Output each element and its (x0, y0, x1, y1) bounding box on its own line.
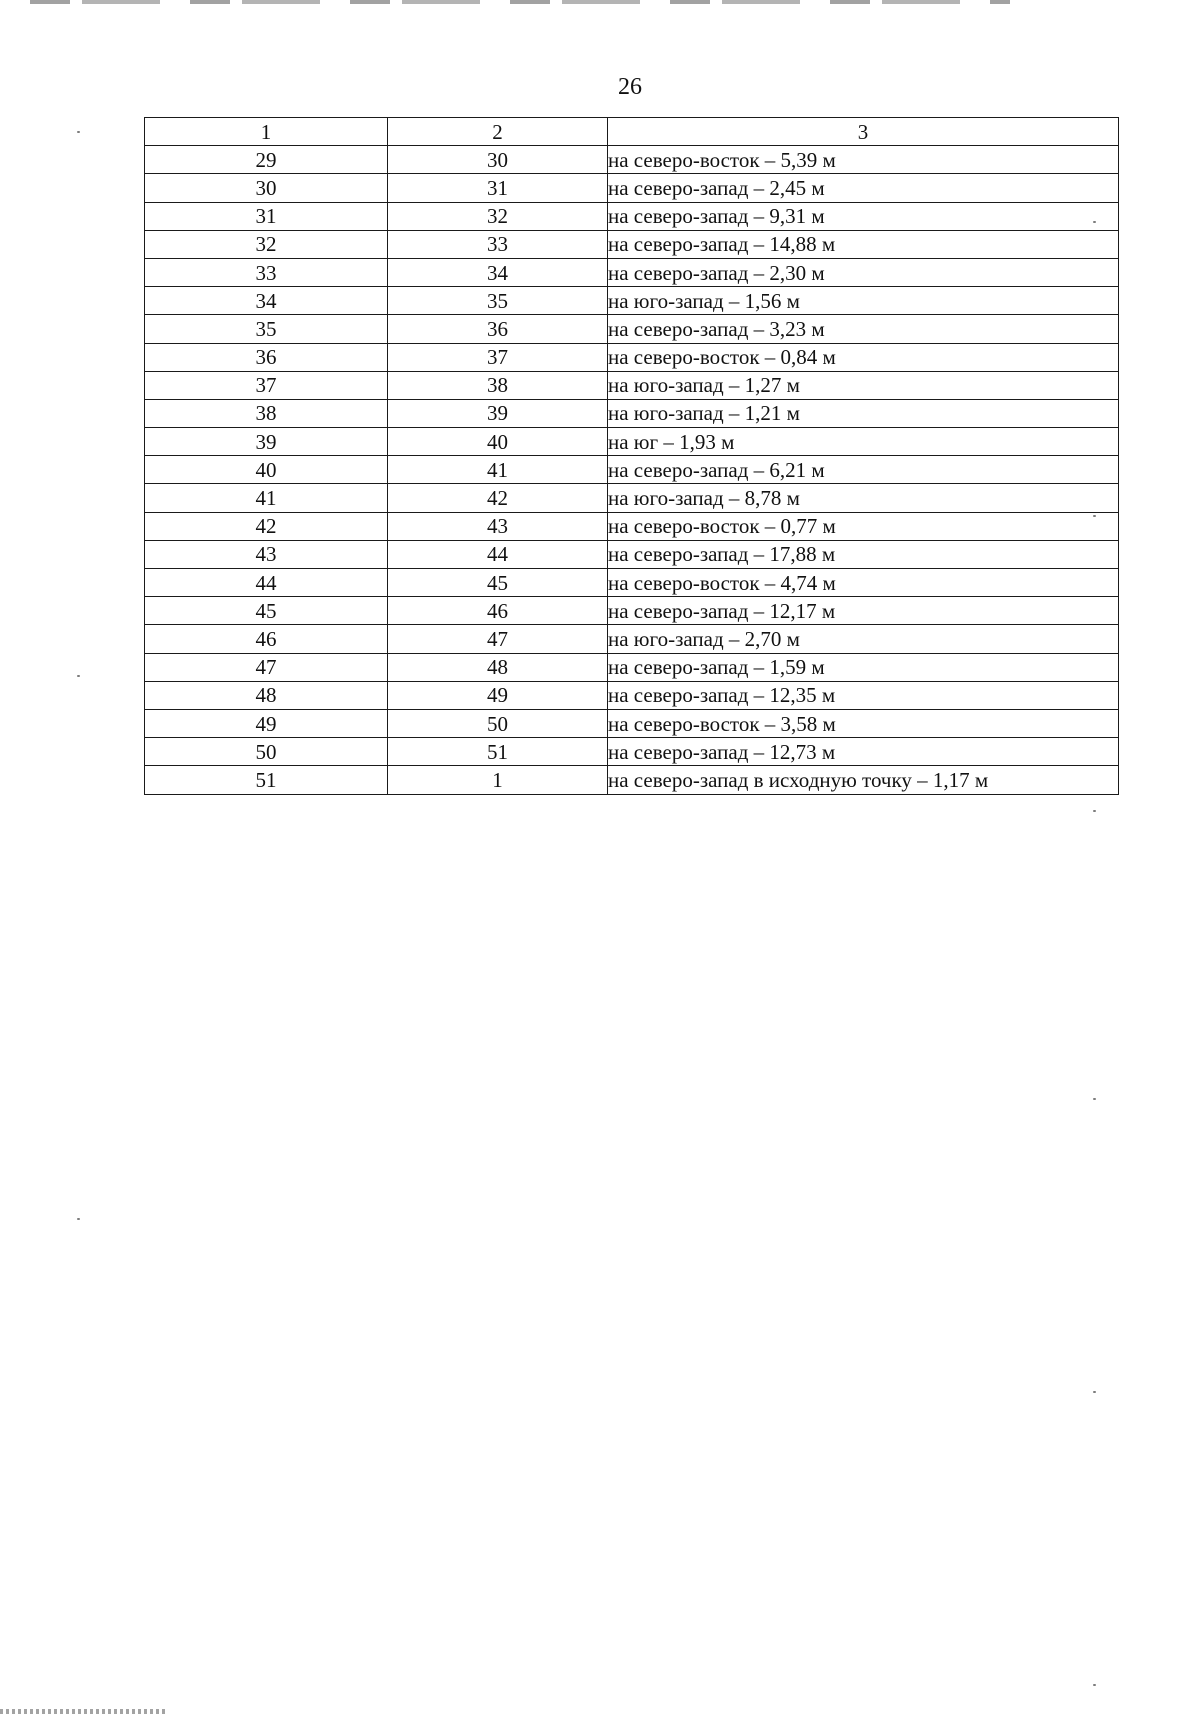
cell-from-point: 48 (145, 681, 388, 709)
cell-direction-distance: на северо-запад – 9,31 м (608, 202, 1119, 230)
scan-speck (77, 131, 80, 133)
table-body (145, 146, 1119, 794)
cell-direction-distance: на юго-запад – 1,27 м (608, 371, 1119, 399)
cell-to-point: 36 (388, 315, 608, 343)
cell-direction-distance: на северо-восток – 5,39 м (608, 146, 1119, 174)
table-row (145, 258, 1119, 286)
scan-bottom-edge (0, 1709, 165, 1714)
cell-from-point: 40 (145, 456, 388, 484)
cell-to-point: 40 (388, 428, 608, 456)
table-row (145, 371, 1119, 399)
table-row (145, 540, 1119, 568)
cell-direction-distance: на юго-запад – 2,70 м (608, 625, 1119, 653)
cell-from-point: 31 (145, 202, 388, 230)
cell-direction-distance: на северо-запад – 12,17 м (608, 597, 1119, 625)
cell-to-point: 1 (388, 766, 608, 794)
cell-to-point: 48 (388, 653, 608, 681)
cell-to-point: 38 (388, 371, 608, 399)
cell-to-point: 49 (388, 681, 608, 709)
cell-to-point: 44 (388, 540, 608, 568)
table-row (145, 230, 1119, 258)
cell-from-point: 37 (145, 371, 388, 399)
cell-from-point: 43 (145, 540, 388, 568)
cell-direction-distance: на северо-восток – 4,74 м (608, 569, 1119, 597)
scan-speck (1093, 1098, 1096, 1100)
scan-speck (1093, 221, 1096, 223)
table-row (145, 709, 1119, 737)
cell-to-point: 39 (388, 399, 608, 427)
table-row (145, 146, 1119, 174)
cell-from-point: 44 (145, 569, 388, 597)
cell-from-point: 41 (145, 484, 388, 512)
cell-from-point: 38 (145, 399, 388, 427)
cell-to-point: 51 (388, 738, 608, 766)
scan-speck (77, 675, 80, 677)
table-row (145, 202, 1119, 230)
table-row (145, 428, 1119, 456)
column-header-2: 2 (388, 118, 608, 146)
cell-from-point: 34 (145, 287, 388, 315)
cell-from-point: 36 (145, 343, 388, 371)
table-row (145, 569, 1119, 597)
cell-to-point: 50 (388, 709, 608, 737)
cell-from-point: 35 (145, 315, 388, 343)
table-row (145, 315, 1119, 343)
cell-direction-distance: на северо-запад в исходную точку – 1,17 м (608, 766, 1119, 794)
table-row (145, 343, 1119, 371)
cell-to-point: 30 (388, 146, 608, 174)
boundary-table (144, 117, 1119, 795)
scan-top-edge (30, 0, 1010, 4)
cell-direction-distance: на северо-запад – 3,23 м (608, 315, 1119, 343)
cell-to-point: 34 (388, 258, 608, 286)
cell-to-point: 46 (388, 597, 608, 625)
cell-direction-distance: на северо-запад – 1,59 м (608, 653, 1119, 681)
table-row (145, 456, 1119, 484)
cell-from-point: 32 (145, 230, 388, 258)
table-header-row (145, 118, 1119, 146)
page-number: 26 (618, 74, 642, 100)
cell-from-point: 29 (145, 146, 388, 174)
table-row (145, 174, 1119, 202)
table-row (145, 738, 1119, 766)
cell-from-point: 45 (145, 597, 388, 625)
scan-speck (1093, 810, 1096, 812)
table-row (145, 766, 1119, 794)
cell-from-point: 50 (145, 738, 388, 766)
table-row (145, 484, 1119, 512)
cell-from-point: 30 (145, 174, 388, 202)
scan-speck (1093, 1684, 1096, 1686)
cell-from-point: 46 (145, 625, 388, 653)
cell-to-point: 43 (388, 512, 608, 540)
scan-speck (1093, 1391, 1096, 1393)
cell-from-point: 49 (145, 709, 388, 737)
cell-to-point: 35 (388, 287, 608, 315)
cell-to-point: 31 (388, 174, 608, 202)
cell-to-point: 33 (388, 230, 608, 258)
cell-direction-distance: на северо-запад – 2,45 м (608, 174, 1119, 202)
table-row (145, 625, 1119, 653)
cell-direction-distance: на северо-восток – 0,84 м (608, 343, 1119, 371)
column-header-3: 3 (608, 118, 1119, 146)
cell-direction-distance: на северо-запад – 12,35 м (608, 681, 1119, 709)
cell-direction-distance: на северо-восток – 0,77 м (608, 512, 1119, 540)
cell-direction-distance: на северо-запад – 6,21 м (608, 456, 1119, 484)
cell-direction-distance: на северо-запад – 12,73 м (608, 738, 1119, 766)
cell-direction-distance: на северо-запад – 17,88 м (608, 540, 1119, 568)
table-row (145, 512, 1119, 540)
table-row (145, 399, 1119, 427)
cell-from-point: 47 (145, 653, 388, 681)
cell-direction-distance: на юго-запад – 1,56 м (608, 287, 1119, 315)
cell-direction-distance: на северо-запад – 14,88 м (608, 230, 1119, 258)
table-row (145, 681, 1119, 709)
cell-direction-distance: на юго-запад – 1,21 м (608, 399, 1119, 427)
cell-direction-distance: на северо-запад – 2,30 м (608, 258, 1119, 286)
cell-to-point: 37 (388, 343, 608, 371)
cell-direction-distance: на юг – 1,93 м (608, 428, 1119, 456)
cell-direction-distance: на северо-восток – 3,58 м (608, 709, 1119, 737)
cell-from-point: 51 (145, 766, 388, 794)
cell-to-point: 47 (388, 625, 608, 653)
cell-to-point: 42 (388, 484, 608, 512)
table-row (145, 287, 1119, 315)
cell-direction-distance: на юго-запад – 8,78 м (608, 484, 1119, 512)
column-header-1: 1 (145, 118, 388, 146)
cell-from-point: 42 (145, 512, 388, 540)
scan-speck (77, 1218, 80, 1220)
scan-speck (1093, 515, 1096, 517)
table-row (145, 653, 1119, 681)
cell-to-point: 41 (388, 456, 608, 484)
cell-to-point: 32 (388, 202, 608, 230)
cell-to-point: 45 (388, 569, 608, 597)
cell-from-point: 33 (145, 258, 388, 286)
table-row (145, 597, 1119, 625)
cell-from-point: 39 (145, 428, 388, 456)
